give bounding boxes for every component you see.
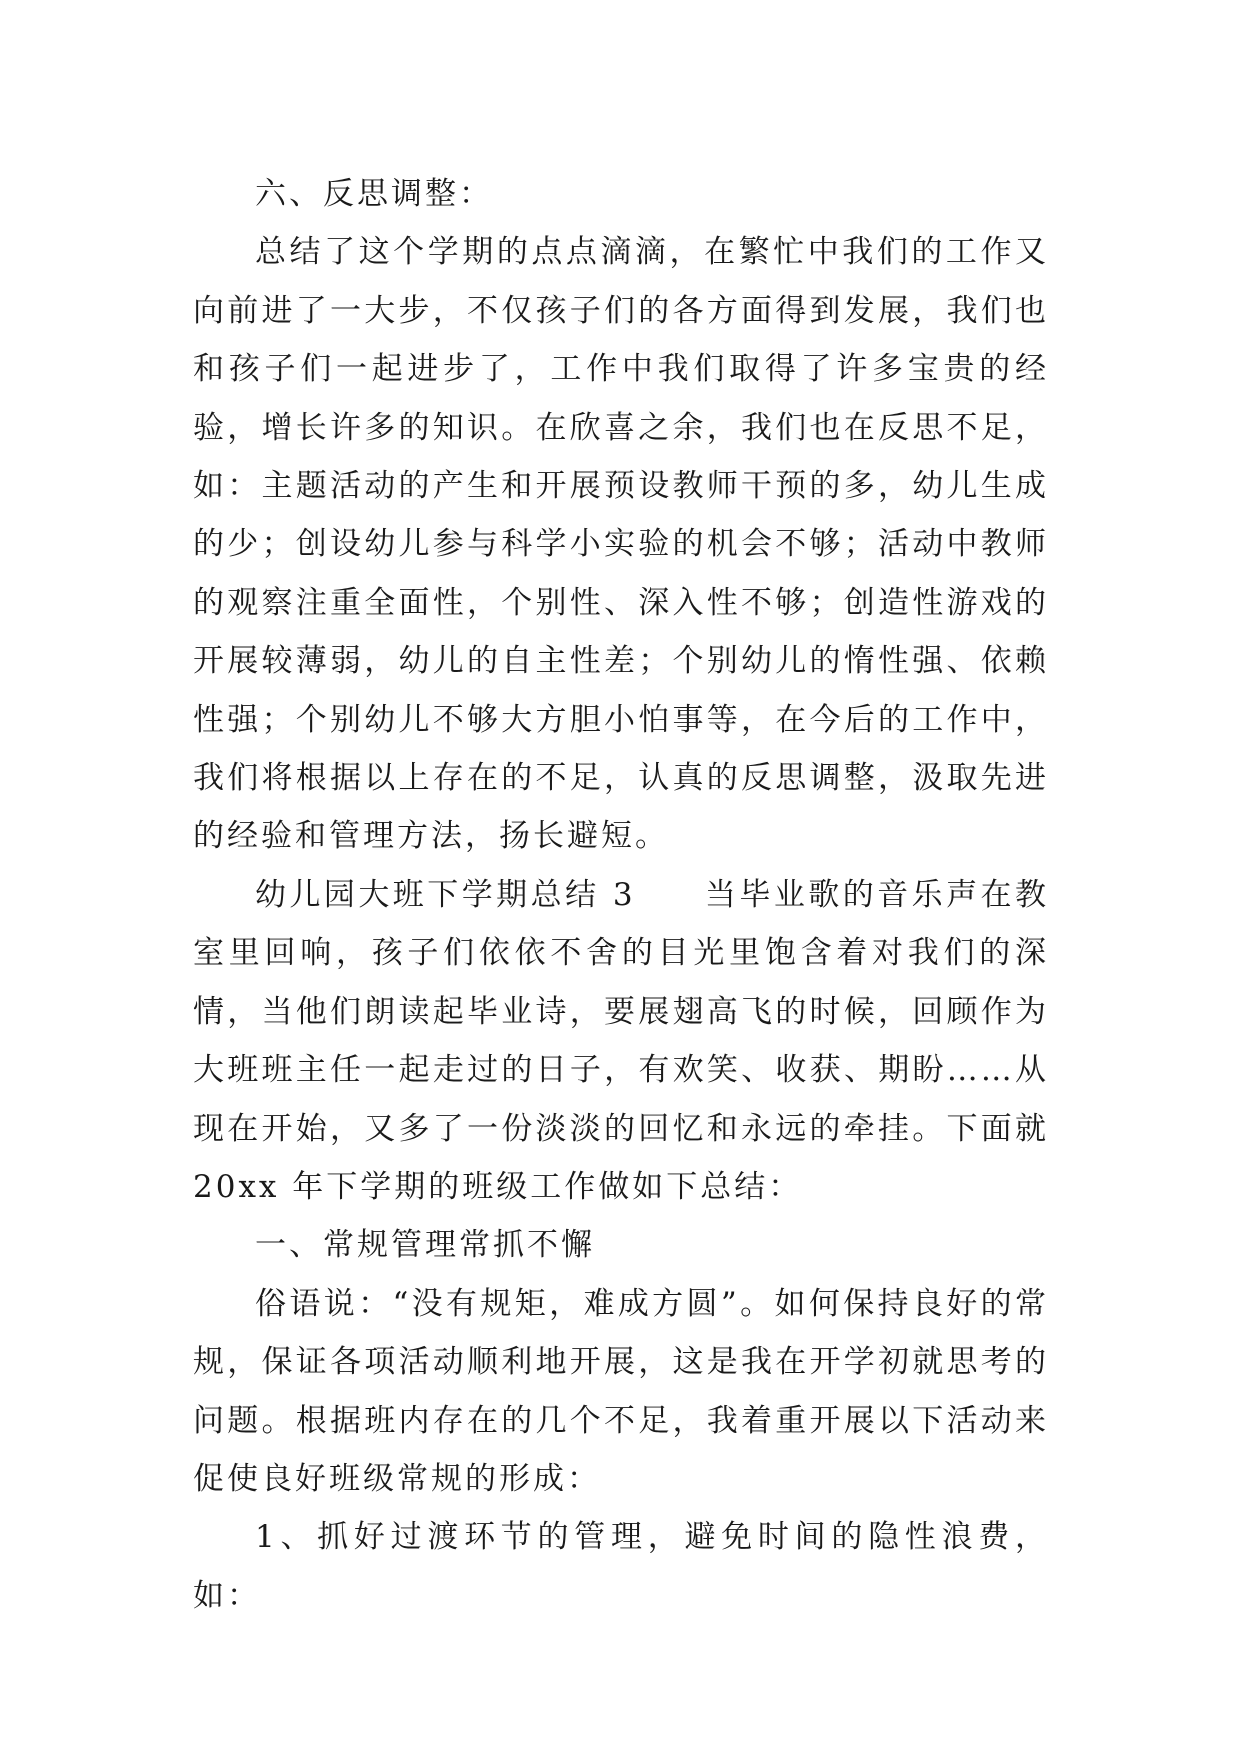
paragraph-summary-3-intro: 幼儿园大班下学期总结 3 当毕业歌的音乐声在教室里回响，孩子们依依不舍的目光里饱含着对我们的深情，当他们朗读起毕业诗，要展翅高飞的时候，回顾作为大班班主任一起走过的日子，有欢笑、收获、期盼……从现在开始，又多了一份淡淡的回忆和永远的牵挂。下面就 20xx 年下学期的班级工作做如下总结： <box>193 876 1049 1205</box>
paragraph-transition-item-1: 1、抓好过渡环节的管理，避免时间的隐性浪费，如： <box>193 1519 1049 1614</box>
paragraph-routine-rules: 俗语说：“没有规矩，难成方圆”。如何保持良好的常规，保证各项活动顺利地开展，这是我在开学初就思考的问题。根据班内存在的几个不足，我着重开展以下活动来促使良好班级常规的形成： <box>193 1285 1049 1497</box>
heading-routine-management: 一、常规管理常抓不懈 <box>255 1227 595 1264</box>
heading-reflection: 六、反思调整： <box>255 176 493 212</box>
document-body <box>193 165 1049 1625</box>
paragraph-reflection-summary: 总结了这个学期的点点滴滴，在繁忙中我们的工作又向前进了一大步，不仅孩子们的各方面得到发展，我们也和孩子们一起进步了，工作中我们取得了许多宝贵的经验，增长许多的知识。在欣喜之余，我们也在反思不足，如：主题活动的产生和开展预设教师干预的多，幼儿生成的少；创设幼儿参与科学小实验的机会不够；活动中教师的观察注重全面性，个别性、深入性不够；创造性游戏的开展较薄弱，幼儿的自主性差；个别幼儿的惰性强、依赖性强；个别幼儿不够大方胆小怕事等，在今后的工作中，我们将根据以上存在的不足，认真的反思调整，汲取先进的经验和管理方法，扬长避短。 <box>193 234 1049 855</box>
